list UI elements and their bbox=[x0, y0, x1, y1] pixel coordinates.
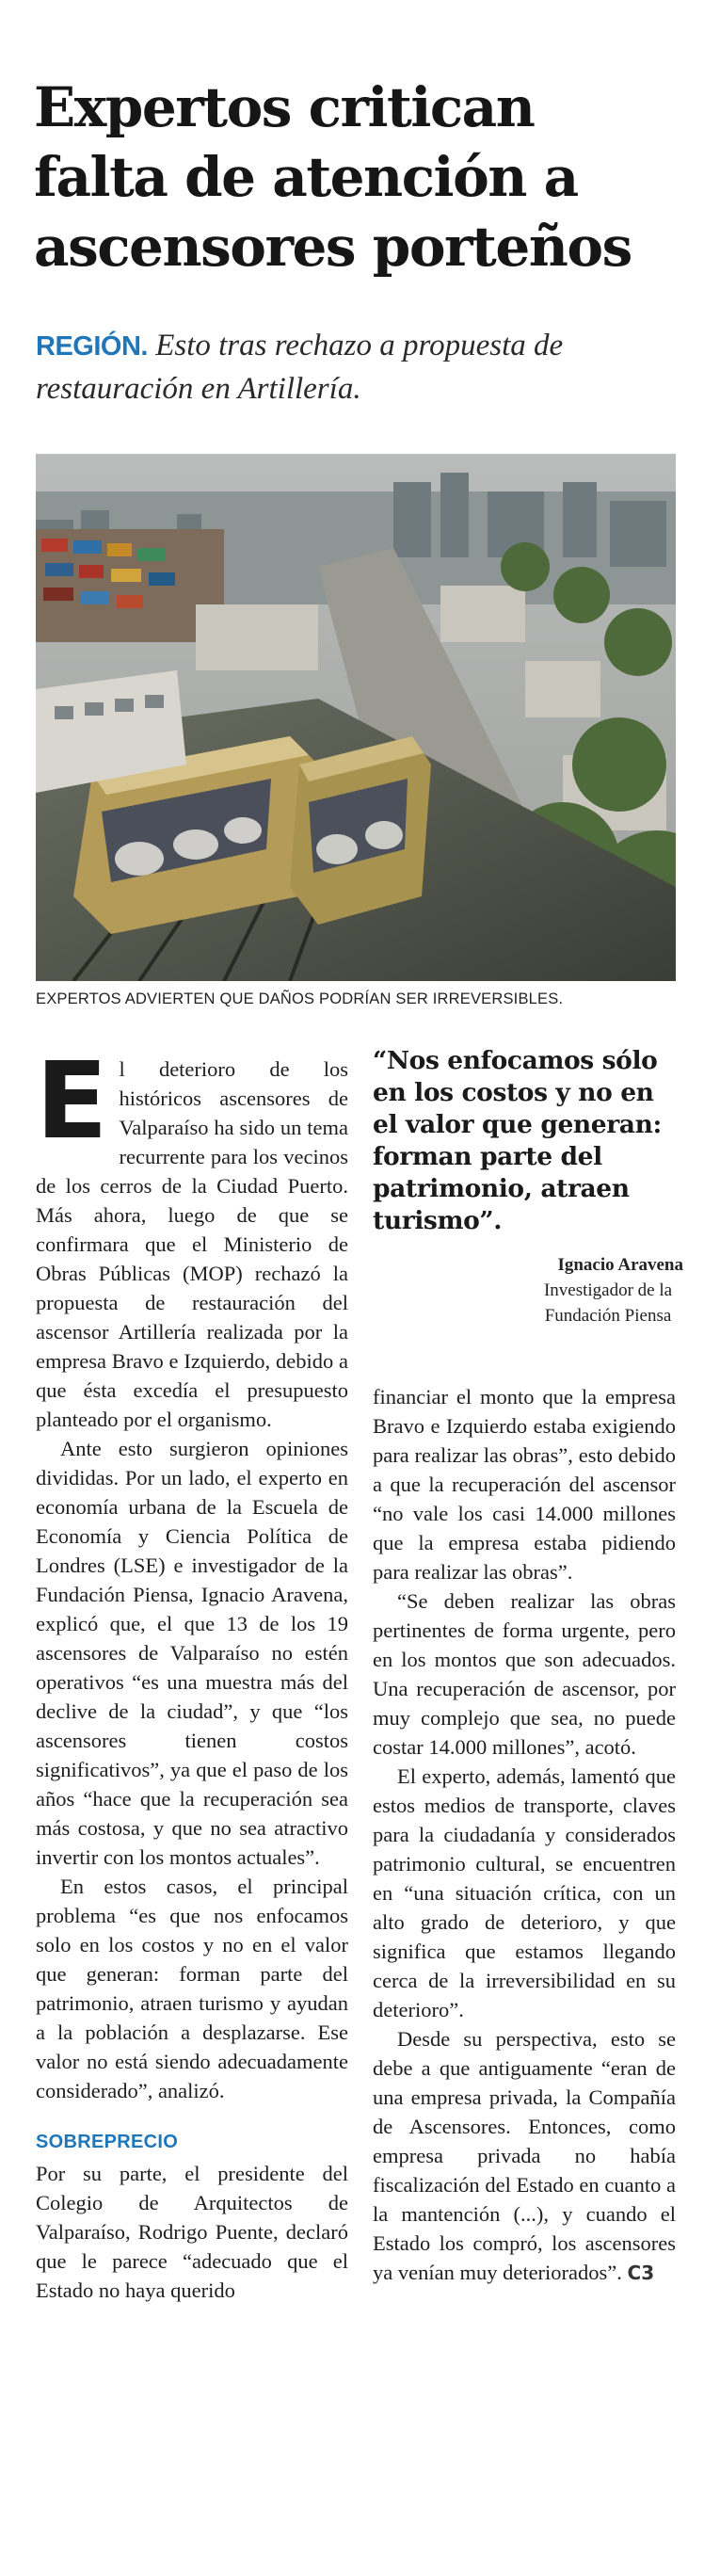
paragraph-8 bbox=[373, 2024, 676, 2288]
paragraph-6: “Se deben realizar las obras pertinentes de forma urgente, pero en los montos que son adecuados. Una recuperación de ascensor, por muy complejo que sea, no puede costar 14.000 millones”, acotó. bbox=[373, 1589, 676, 1759]
paragraph-1-text: l deterioro de los históricos ascensores de Valparaíso ha sido un tema recurrente para los vecinos de los cerros de la Ciudad Puerto. Más ahora, luego de que se confirmara que el Ministerio de Obras Públicas (MOP) rechazó la propuesta de restauración del ascensor Artillería realizada por la empresa Bravo e Izquierdo, debido a que ésta excedía el presupuesto planteado por el organismo. bbox=[36, 1057, 348, 1431]
paragraph-1 bbox=[36, 1040, 348, 1434]
headline-line-3: ascensores porteños bbox=[34, 214, 632, 279]
article-column-2 bbox=[373, 1382, 676, 2288]
paragraph-8-text: Desde su perspectiva, esto se debe a que antiguamente “eran de una empresa privada, la Compañía de Ascensores. Entonces, como empresa privada no había fiscalización del Estado en cuanto a la mantención (...), y cuando el Estado los compró, los ascensores ya venían muy deteriorados”. bbox=[373, 2027, 676, 2284]
paragraph-3: En estos casos, el principal problema “es que nos enfocamos solo en los costos y no en el valor que generan: forman parte del patrimonio, atraen turismo y ayudan a la población a desplazarse. Ese valor no está siendo adecuadamente considerado”, analizó. bbox=[36, 1875, 348, 2102]
pull-quote-name: Ignacio Aravena bbox=[557, 1255, 683, 1275]
dek-text: Esto tras rechazo a propuesta de restauración en Artillería. bbox=[36, 329, 564, 406]
photo-caption: EXPERTOS ADVIERTEN QUE DAÑOS PODRÍAN SER IRREVERSIBLES. bbox=[36, 990, 564, 1007]
end-mark-icon: C3 bbox=[627, 2262, 655, 2284]
headline bbox=[34, 72, 674, 282]
paragraph-5: financiar el monto que la empresa Bravo e Izquierdo estaba exigiendo para realizar las obras”, esto debido a que la recuperación del ascensor “no vale los casi 14.000 millones que la empresa estaba pidiendo para realizar las obras”. bbox=[373, 1385, 676, 1584]
article-column-1 bbox=[36, 1040, 348, 2305]
photo-illustration bbox=[36, 454, 676, 981]
paragraph-4: Por su parte, el presidente del Colegio de Arquitectos de Valparaíso, Rodrigo Puente, declaró que le parece “adecuado que el Estado no haya querido bbox=[36, 2162, 348, 2302]
headline-line-1: Expertos critican bbox=[34, 74, 535, 139]
paragraph-2: Ante esto surgieron opiniones divididas. Por un lado, el experto en economía urbana de la Escuela de Economía y Ciencia Política de Londres (LSE) e investigador de la Fundación Piensa, Ignacio Aravena, explicó que, el que 13 de los 19 ascensores de Valparaíso no estén operativos “es una muestra más del declive de la ciudad”, y que “los ascensores tienen costos significativos”, ya que el paso de los años “hace que la recuperación sea más costosa, y que no sea atractivo invertir con los montos actuales”. bbox=[36, 1437, 348, 1869]
photo-funiculars bbox=[36, 454, 676, 981]
section-kicker: REGIÓN. bbox=[36, 331, 148, 362]
pull-quote: “Nos enfocamos sólo en los costos y no en el valor que generan: forman parte del patrimonio, atraen turismo”. bbox=[373, 1046, 662, 1235]
subhead-sobreprecio: SOBREPRECIO bbox=[36, 2132, 179, 2152]
headline-line-2: falta de atención a bbox=[34, 144, 578, 209]
pull-quote-attribution bbox=[373, 1252, 683, 1328]
dropcap: E bbox=[36, 1040, 108, 1163]
pull-quote-role: Investigador de la Fundación Piensa bbox=[543, 1280, 673, 1326]
dek bbox=[36, 325, 676, 411]
paragraph-7: El experto, además, lamentó que estos medios de transporte, claves para la ciudadanía y considerados patrimonio cultural, se encuentren en “una situación crítica, con un alto grado de deterioro, y que significa que estamos llegando cerca de la irreversibilidad en su deterioro”. bbox=[373, 1764, 676, 2021]
